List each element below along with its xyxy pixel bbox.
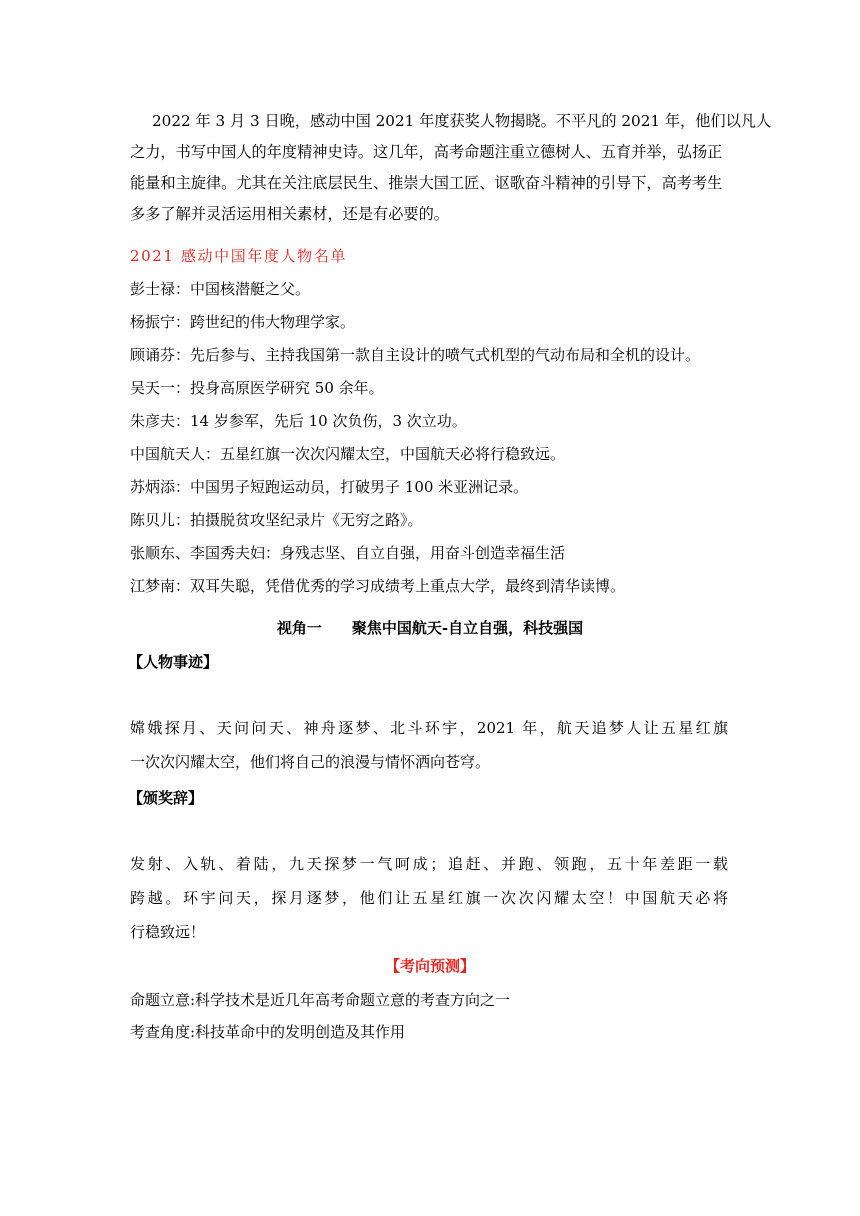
intro-line-3: 能量和主旋律。尤其在关注底层民生、推崇大国工匠、讴歌奋斗精神的引导下，高考考生 xyxy=(130,174,723,192)
list-item: 杨振宁：跨世纪的伟大物理学家。 xyxy=(130,313,356,331)
list-item: 江梦南：双耳失聪，凭借优秀的学习成绩考上重点大学，最终到清华读博。 xyxy=(130,577,626,595)
list-item: 顾诵芬：先后参与、主持我国第一款自主设计的喷气式机型的气动布局和全机的设计。 xyxy=(130,346,701,364)
list-item: 中国航天人：五星红旗一次次闪耀太空，中国航天必将行稳致远。 xyxy=(130,445,566,463)
section-title: 视角一 聚焦中国航天-自立自强，科技强国 xyxy=(276,619,584,637)
intro-line-4: 多多了解并灵活运用相关素材，还是有必要的。 xyxy=(130,205,449,223)
award-line-2: 跨越。环宇问天，探月逐梦，他们让五星红旗一次次闪耀太空！中国航天必将 xyxy=(130,889,728,907)
list-item: 朱彦夫：14 岁参军，先后 10 次负伤，3 次立功。 xyxy=(130,412,467,430)
list-item: 苏炳添：中国男子短跑运动员，打破男子 100 米亚洲记录。 xyxy=(130,478,529,496)
deeds-line-2: 一次次闪耀太空，他们将自己的浪漫与情怀洒向苍穹。 xyxy=(130,753,491,771)
forecast-heading: 【考向预测】 xyxy=(384,957,475,975)
forecast-intent: 命题立意:科学技术是近几年高考命题立意的考查方向之一 xyxy=(130,991,511,1009)
list-item: 张顺东、李国秀夫妇：身残志坚、自立自强，用奋斗创造幸福生活 xyxy=(130,544,566,562)
list-heading: 2021 感动中国年度人物名单 xyxy=(130,247,347,265)
intro-line-2: 之力，书写中国人的年度精神史诗。这几年，高考命题注重立德树人、五育并举，弘扬正 xyxy=(130,143,723,161)
list-item: 吴天一：投身高原医学研究 50 余年。 xyxy=(130,379,384,397)
forecast-angle: 考查角度:科技革命中的发明创造及其作用 xyxy=(130,1023,406,1041)
list-item: 彭士禄：中国核潜艇之父。 xyxy=(130,280,311,298)
intro-line-1: 2022 年 3 月 3 日晚，感动中国 2021 年度获奖人物揭晓。不平凡的 2021 年，他们以凡人 xyxy=(152,112,772,130)
award-heading: 【颁奖辞】 xyxy=(128,789,204,807)
award-line-1: 发射、入轨、着陆，九天探梦一气呵成；追赶、并跑、领跑，五十年差距一载 xyxy=(130,855,728,873)
deeds-line-1: 嫦娥探月、天问问天、神舟逐梦、北斗环宇，2021 年，航天追梦人让五星红旗 xyxy=(130,719,728,737)
deeds-heading: 【人物事迹】 xyxy=(128,653,219,671)
award-line-3: 行稳致远！ xyxy=(130,923,206,941)
list-item: 陈贝儿：拍摄脱贫攻坚纪录片《无穷之路》。 xyxy=(130,511,423,529)
